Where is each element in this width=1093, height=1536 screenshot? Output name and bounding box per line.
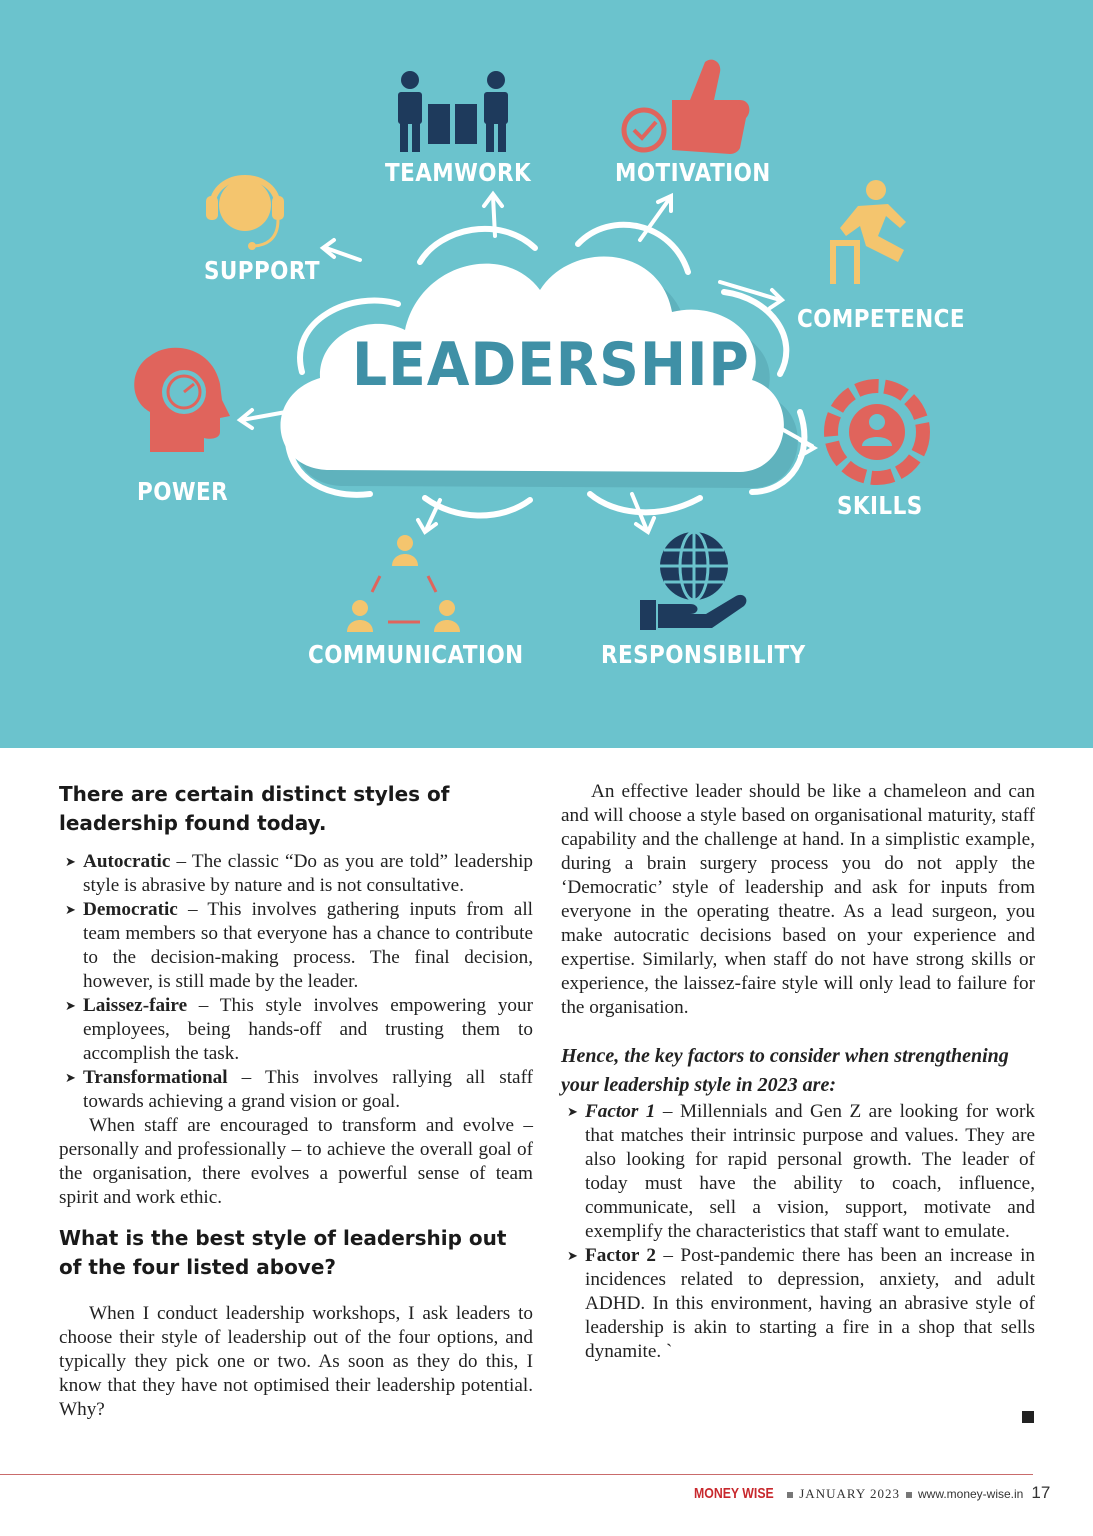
issue-date: JANUARY 2023 bbox=[799, 1486, 900, 1501]
footer-rule bbox=[0, 1474, 1033, 1475]
label-support: SUPPORT bbox=[204, 256, 321, 285]
leadership-styles-list bbox=[59, 850, 533, 1114]
list-item-term: Factor 2 bbox=[585, 1245, 656, 1266]
page-footer bbox=[694, 1483, 1050, 1505]
label-communication: COMMUNICATION bbox=[308, 640, 524, 669]
list-item-text: – This involves gathering inputs from all team members so that everyone has a chance to contribute to the decision-making process. The final decision, however, is still made by the leader. bbox=[83, 899, 533, 992]
left-column bbox=[59, 780, 533, 1422]
arrow-bullet-icon: ➤ bbox=[65, 1070, 76, 1085]
list-item bbox=[59, 850, 533, 898]
leadership-infographic bbox=[0, 0, 1093, 748]
key-factors-list bbox=[561, 1100, 1035, 1364]
list-item bbox=[59, 1066, 533, 1114]
list-item-term: Autocratic bbox=[83, 851, 171, 872]
arrow-bullet-icon: ➤ bbox=[65, 998, 76, 1013]
list-item-term: Laissez-faire bbox=[83, 995, 188, 1016]
label-competence: COMPETENCE bbox=[797, 304, 966, 333]
thumbs-up-icon bbox=[624, 60, 749, 154]
separator-square bbox=[787, 1492, 793, 1498]
list-item-text: – The classic “Do as you are told” leadership style is abrasive by nature and is not consultative. bbox=[83, 851, 533, 896]
label-skills: SKILLS bbox=[837, 491, 923, 520]
communication-icon bbox=[347, 535, 460, 632]
separator-square bbox=[906, 1492, 912, 1498]
list-item-text: – This style involves empowering your employees, being hands-off and trusting them to accomplish the task. bbox=[83, 995, 533, 1064]
headset-icon bbox=[206, 178, 284, 250]
teamwork-icon bbox=[398, 71, 508, 152]
list-item-text: – Millennials and Gen Z are looking for work that matches their intrinsic purpose and values. They are also looking for rapid personal growth. The leader of today must have the ability to coach, influence, communicate, sell a vision, support, motivate and exemplify the characteristics that staff want to emulate. bbox=[585, 1101, 1035, 1242]
arrow-bullet-icon: ➤ bbox=[567, 1248, 578, 1263]
skills-target-icon bbox=[831, 386, 923, 478]
label-motivation: MOTIVATION bbox=[615, 158, 771, 187]
magazine-brand: MONEY WISE bbox=[694, 1485, 774, 1502]
right-column bbox=[561, 780, 1035, 1364]
label-responsibility: RESPONSIBILITY bbox=[601, 640, 806, 669]
list-item bbox=[561, 1100, 1035, 1244]
arrow-bullet-icon: ➤ bbox=[65, 854, 76, 869]
globe-in-hand-icon bbox=[640, 532, 746, 630]
list-item-term: Factor 1 bbox=[585, 1101, 656, 1122]
list-item-text: – This involves rallying all staff towards achieving a grand vision or goal. bbox=[83, 1067, 533, 1112]
paragraph-workshops: When I conduct leadership workshops, I ask leaders to choose their style of leadership out of the four options, and typically they pick one or two. As soon as they do this, I know that they have not optimised their leadership potential. Why? bbox=[59, 1303, 533, 1420]
paragraph-chameleon: An effective leader should be like a chameleon and can and will choose a style based on organisational maturity, staff capability and the challenge at hand. In a simplistic example, during a brain surgery process you do not apply the ‘Democratic’ style of leadership and ask for inputs from everyone in the operating theatre. As a lead surgeon, you make autocratic decisions based on your experience and expertise. Similarly, when staff do not have strong skills or experience, the laissez-faire style will only lead to failure for the organisation. bbox=[561, 781, 1035, 1018]
list-item bbox=[561, 1244, 1035, 1364]
leadership-title: LEADERSHIP bbox=[352, 330, 750, 400]
hurdle-jumper-icon bbox=[830, 180, 906, 284]
label-teamwork: TEAMWORK bbox=[385, 158, 532, 187]
section-heading-styles: There are certain distinct styles of leadership found today. bbox=[59, 782, 450, 835]
paragraph-team-spirit: When staff are encouraged to transform and evolve – personally and professionally – to achieve the overall goal of the organisation, there evolves a powerful sense of team spirit and work ethic. bbox=[59, 1115, 533, 1208]
label-power: POWER bbox=[137, 477, 229, 506]
section-heading-key-factors: Hence, the key factors to consider when strengthening your leadership style in 2023 are: bbox=[561, 1045, 1009, 1096]
end-of-article-mark bbox=[1022, 1411, 1034, 1423]
arrow-bullet-icon: ➤ bbox=[65, 902, 76, 917]
list-item-term: Transformational bbox=[83, 1067, 228, 1088]
list-item bbox=[59, 994, 533, 1066]
list-item-text: – Post-pandemic there has been an increase in incidences related to depression, anxiety, and adult ADHD. In this environment, having an abrasive style of leadership is akin to starting a fire in a shop that sells dynamite. ` bbox=[585, 1245, 1035, 1362]
website-link[interactable]: www.money-wise.in bbox=[917, 1487, 1024, 1501]
section-heading-best-style: What is the best style of leadership out of the four listed above? bbox=[59, 1226, 507, 1279]
list-item bbox=[59, 898, 533, 994]
arrow-bullet-icon: ➤ bbox=[567, 1104, 578, 1119]
list-item-term: Democratic bbox=[83, 899, 178, 920]
page-number: 17 bbox=[1031, 1483, 1051, 1502]
head-gauge-icon bbox=[134, 348, 230, 452]
